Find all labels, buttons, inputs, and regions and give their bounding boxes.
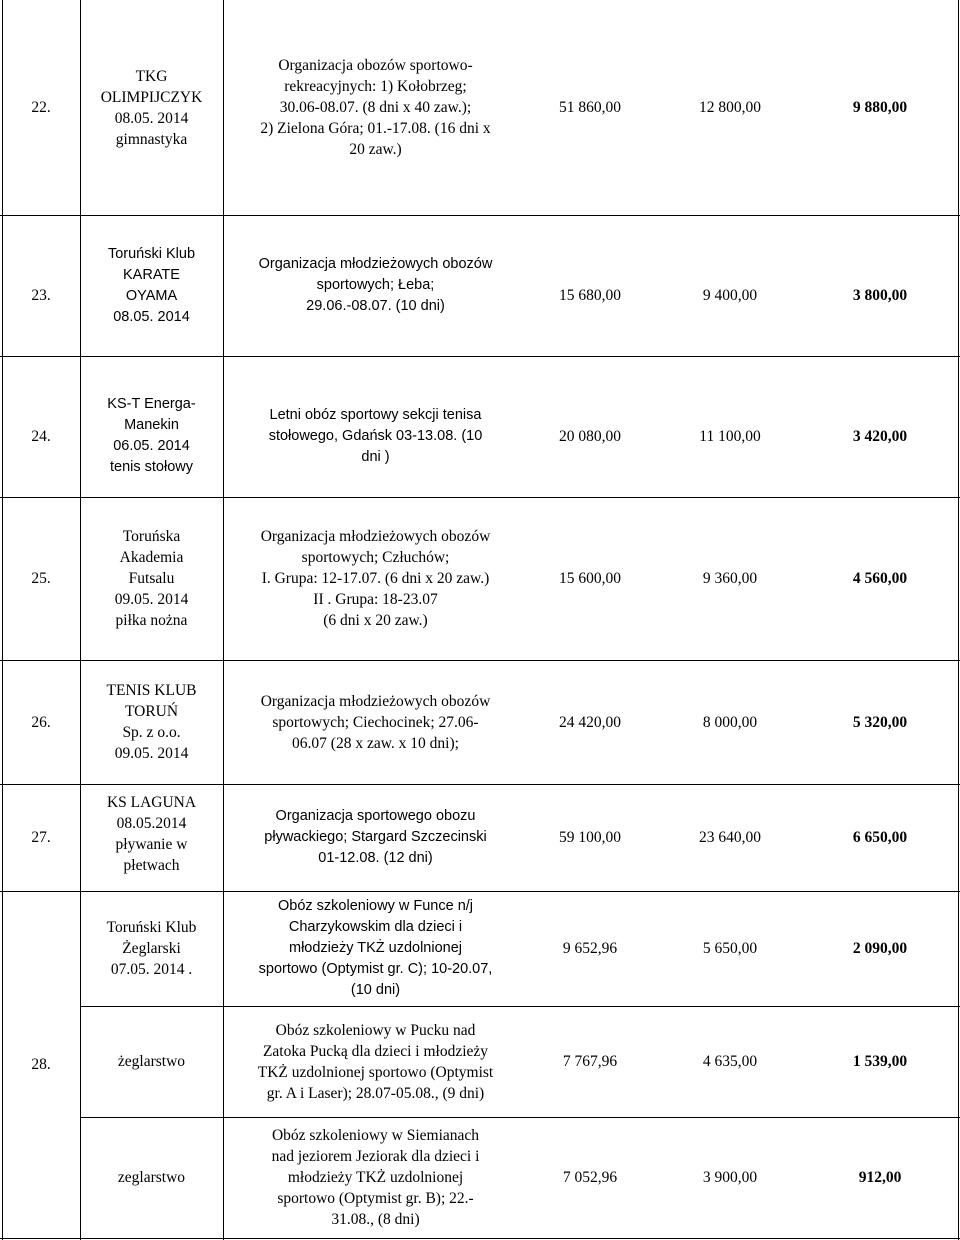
- row-number: 24.: [31, 427, 51, 445]
- club-name: Toruńska Akademia Futsalu 09.05. 2014 piłka nożna: [114, 528, 189, 629]
- club-name: TKG OLIMPIJCZYK 08.05. 2014 gimnastyka: [100, 67, 203, 148]
- requested-amount: 3 900,00: [702, 1169, 758, 1186]
- task-description: Organizacja młodzieżowych obozów sportowych; Łeba; 29.06.-08.07. (10 dni): [258, 256, 493, 314]
- row-number: 28.: [31, 1056, 51, 1073]
- granted-amount: 912,00: [858, 1169, 902, 1186]
- total-cost: 51 860,00: [559, 99, 621, 116]
- task-description: Organizacja młodzieżowych obozów sportowych; Ciechocinek; 27.06- 06.07 (28 x zaw. x 10 dni);: [260, 692, 491, 752]
- row-number: 26.: [31, 713, 51, 731]
- task-description: Organizacja sportowego obozu pływackiego; Stargard Szczecinski 01-12.08. (12 dni): [264, 808, 487, 866]
- task-description: Obóz szkoleniowy w Pucku nad Zatoka Pucką dla dzieci i młodzieży TKŻ uzdolnionej sportowo (Optymist gr. A i Laser); 28.07-05.08., (9 dni): [257, 1021, 494, 1102]
- club-name: TENIS KLUB TORUŃ Sp. z o.o. 09.05. 2014: [106, 682, 197, 762]
- granted-amount: 3 420,00: [852, 427, 908, 445]
- club-name: KS LAGUNA 08.05.2014 pływanie w płetwach: [106, 794, 197, 874]
- club-name: zeglarstwo: [117, 1169, 186, 1186]
- club-name: KS-T Energa- Manekin 06.05. 2014 tenis stołowy: [107, 396, 196, 475]
- granted-amount: 5 320,00: [852, 713, 908, 731]
- requested-amount: 5 650,00: [702, 940, 758, 957]
- row-number: 23.: [31, 286, 51, 304]
- granted-amount: 1 539,00: [852, 1053, 908, 1070]
- requested-amount: 9 360,00: [702, 570, 758, 587]
- requested-amount: 8 000,00: [702, 713, 758, 731]
- requested-amount: 12 800,00: [699, 99, 761, 116]
- total-cost: 24 420,00: [559, 713, 621, 731]
- task-description: Obóz szkoleniowy w Siemianach nad jeziorem Jeziorak dla dzieci i młodzieży TKŻ uzdolnionej sportowo (Optymist gr. B); 22.- 31.08., (8 dni): [271, 1127, 480, 1228]
- granted-amount: 6 650,00: [852, 829, 908, 846]
- row-border: [0, 1238, 960, 1239]
- task-description: Obóz szkoleniowy w Funce n/j Charzykowskim dla dzieci i młodzieży TKŻ uzdolnionej sportowo (Optymist gr. C); 10-20.07, (10 dni): [258, 898, 493, 998]
- task-description: Letni obóz sportowy sekcji tenisa stołowego, Gdańsk 03-13.08. (10 dni ): [268, 406, 483, 465]
- total-cost: 7 052,96: [562, 1169, 618, 1186]
- total-cost: 15 680,00: [559, 286, 621, 304]
- table-row: [2, 0, 960, 215]
- total-cost: 15 600,00: [559, 570, 621, 587]
- task-description: Organizacja obozów sportowo- rekreacyjnych: 1) Kołobrzeg; 30.06-08.07. (8 dni x 40 zaw.); 2) Zielona Góra; 01.-17.08. (16 dni x 20 zaw.): [260, 57, 491, 158]
- granted-amount: 2 090,00: [852, 940, 908, 957]
- requested-amount: 4 635,00: [702, 1053, 758, 1070]
- granted-amount: 9 880,00: [852, 99, 908, 116]
- total-cost: 20 080,00: [559, 427, 621, 445]
- row-number: 27.: [31, 829, 51, 846]
- table-row: [2, 660, 960, 784]
- table-row: [2, 497, 960, 660]
- table-row: [2, 1006, 960, 1117]
- row-number: 25.: [31, 570, 51, 587]
- total-cost: 59 100,00: [559, 829, 621, 846]
- row-number: 22.: [31, 99, 51, 116]
- requested-amount: 23 640,00: [699, 829, 761, 846]
- task-description: Organizacja młodzieżowych obozów sportowych; Człuchów; I. Grupa: 12-17.07. (6 dni x 20 zaw.) II . Grupa: 18-23.07 (6 dni x 20 zaw.): [260, 528, 491, 629]
- club-name: Toruński Klub Żeglarski 07.05. 2014 .: [106, 919, 197, 978]
- requested-amount: 11 100,00: [699, 427, 761, 445]
- table-row: [2, 215, 960, 356]
- granted-amount: 4 560,00: [852, 570, 908, 587]
- club-name: żeglarstwo: [117, 1053, 186, 1070]
- granted-amount: 3 800,00: [852, 286, 908, 304]
- table-row: [2, 1117, 960, 1238]
- table-row: [2, 356, 960, 497]
- table-row: [2, 891, 960, 1006]
- total-cost: 7 767,96: [562, 1053, 618, 1070]
- total-cost: 9 652,96: [562, 940, 618, 957]
- requested-amount: 9 400,00: [702, 286, 758, 304]
- club-name: Toruński Klub KARATE OYAMA 08.05. 2014: [107, 245, 196, 325]
- table-row: [2, 784, 960, 891]
